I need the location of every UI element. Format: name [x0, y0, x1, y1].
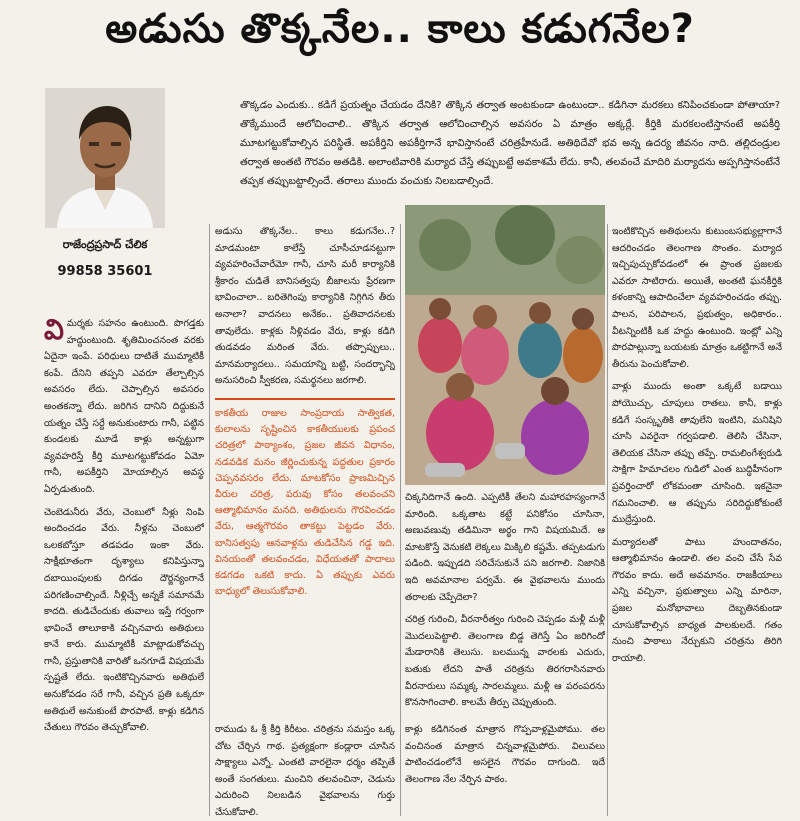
- drop-cap: వి: [44, 316, 64, 346]
- column-divider-3: [607, 224, 608, 816]
- column-3-paragraph-1: ఇంటికొచ్చిన అతిథులను కుటుంబసభ్యుల్లాగానే ఆదరించడం తెలంగాణ సొంతం. మర్యాద ఇచ్చిపుచ్చుకోవడంలో ఈ ప్రాంత ప్రజలకు ఎవరూ సాటిరారు. అయితే, అంతటి ఘనకీర్తికి కళంకాన్ని ఆపాదించేలా వ్యవహరించడం తప్పు. పాలన, పరిపాలన, ప్రభుత్వం, అధికారం.. వీటన్నింటికీ ఒక హద్దు ఉంటుంది. ఇంట్లో ఎన్ని పొరపాట్లున్నా బయటకు మాత్రం ఒకట్టిగానే అనే తీరును పెంచుకోవాలి.: [612, 226, 782, 370]
- intro-paragraph: తొక్కడం ఎందుకు.. కడిగే ప్రయత్నం చేయడం దేనికి? తొక్కిన తర్వాత అంటకుండా ఉంటుందా.. కడిగినా మరకలు కనిపించకుండా పోతాయా? తొక్కేముందే ఆలోచించాలి.. తొక్కిన తర్వాత ఆలోచించాల్సిన అవసరం ఏ మాత్రం అక్కర్లే. కీర్తికి మరకలంటిస్తానంటే అపకీర్తి మూటగట్టుకోవాల్సిన పరిస్థితే. అపకీర్తిని అపకీర్తిగానే భావిస్తానంటే చరిత్రహీనుడే. అతిథిదేవో భవ అన్న ఉదర్య జీవనం నాది. తల్లిదండ్రుల తర్వాత అంతటి గౌరవం అతడికి. అలాంటివారికి మర్యాద చేస్తే తప్పుబట్టే అవకాశమే లేదు. కానీ, తలవంచే మాదిరి మర్యాదను అప్పగిస్తానంటేనే తప్పక తప్పుబట్టాల్సిందే. తరాలు ముందు వంచుకు నిలబడాల్సిందే.: [240, 100, 780, 187]
- column-1-text-1: మర్శకు సహనం ఉంటుంది. పొగడ్తకు హద్దుంటుంది. శృతిమించనంత వరకు ఏదైనా ఇంపే. పరిధులు దాటితే ముమ్మాటికీ కంపే. దేనిని తప్పని ఎవరూ తేల్చాల్సిన అవసరం లేదు. చెప్పాల్సిన అవసరం అంతకన్నా లేదు. జరిగిన దానిని దిద్దుకునే యత్నం చేస్తే సర్దే అనుకుంటారు గానీ, పట్టిన కుండలకు మూడే కాళ్లు అన్నట్టుగా వ్యవహరిస్తే కీర్తి మూటగట్టుకోవడం ఏమో గానీ, అపకీర్తిని మోయాల్సిన అవస్థ ఏర్పడుతుంది.: [44, 318, 204, 495]
- column-2: [215, 224, 395, 394]
- author-phone: 99858 35601: [57, 264, 153, 279]
- column-divider-1: [209, 224, 210, 816]
- author-photo: [45, 88, 165, 228]
- column-5: కాళ్లు కడిగినంత మాత్రాన గొప్పవాళ్లమైపోము. తల వంచినంత మాత్రాన చిన్నవాళ్లమైపోరు. విలువలు పాటించడంలోనే అసలైన గౌరవం దాగుంది. ఇదే తెలంగాణ నేల నేర్పిన పాఠం.: [405, 724, 605, 785]
- headline: అడుసు తొక్కనేల.. కాలు కడుగనేల?: [105, 6, 695, 52]
- column-3-paragraph-3: మర్యాదలతో పాటు హుందాతనం, ఆత్మాభిమానం ఉండాలి. తల వంచి చేసే సేవ గౌరవం కాదు. అదే అవమానం. రాజకీయాలు ఎన్ని వచ్చినా, ప్రభుత్వాలు ఎన్ని మారినా, ప్రజల మనోభావాలు దెబ్బతినకుండా చూసుకోవాల్సిన బాధ్యత పాలకులదే. గతం నుంచి పాఠాలు నేర్చుకుని చరిత్రను తిరిగి రాయాలి.: [612, 536, 782, 664]
- column-divider-2: [400, 224, 401, 816]
- column-2-paragraph-1: అడుసు తొక్కనేల.. కాలు కడుగనేల..? మాడమంటా కాలేస్తే చూసీచూడనట్టుగా వ్యవహరించేవారేమో గానీ, చూసి మరీ కార్యానికి శ్రీకారం చుడితే బానిసత్వపు బీజాలను ప్రేరణగా భావించాలా.. బరితెగింపు కార్యానికి నిగ్గిగిన తీరు అనాలా? వాదనలు అనేకం.. ప్రతివాదనలకు తావులేదు. కాళ్లకు నీళ్లివడం వేరు, కాళ్లు కడిగి తుడవడం మరింత వేరు. తప్పొప్పులు.. మానమర్యాదలు.. సమయాన్ని బట్టి, సందర్భాన్ని అనుసరించి స్వీకరణ, సమర్థనలు జరగాలి.: [215, 226, 395, 387]
- news-photo-illustration: [405, 205, 605, 485]
- author-photo-illustration: [45, 88, 165, 228]
- author-name: రాజేంద్రప్రసాద్ చేలిక: [62, 238, 148, 251]
- column-3-paragraph-2: వాళ్లు ముందు అంతా ఒక్కటే బడాయి పోయొచ్చు, చూపులు రాతలు. కానీ, కాళ్లు కడిగే సంస్కృతికి తావులేని ఇంటిని, మనిషిని చూసి ఎవరైనా గర్వపడాలి. తెలిసి చేసినా, తెలియక చేసినా తప్పు తప్పే. రామలింగేశ్వరుడి సాక్షిగా హిమాచలం గుడిలో ఎంత బుద్ధిహీనంగా ప్రవర్తించారో లోకమంతా చూసింది. ఇకనైనా గమనించాలి. ఆ తప్పును సరిదిద్దుకోకుంటే ముద్రేస్తుంది.: [612, 381, 782, 526]
- column-6: రాముడు ఓ శ్రీ కీర్తి కిరీటం. చరిత్రను సమస్తం ఒక్క చోట చేర్చిన గాథ. ప్రత్యక్షంగా కండ్లారా చూసిన సాక్ష్యాలు ఎన్నో. ఎంతటి వారలైనా ధర్మం తప్పితే అంతే సంగతులు. మంచిని తలవంచినా, చెడును ఎదురించి నిలబడిన వైభవాలను గుర్తు చేసుకోవాలి.: [215, 724, 395, 817]
- pull-quote: కాకతీయ రాజుల సాంప్రదాయ సాత్వికత, కులాలను సృష్టించిన కాకతీయులకు ప్రపంచ చరిత్రలో పాఠ్యాంశం, ప్రజల జీవన విధానం, నడవడిక మనం జీర్ణించుకున్న పద్ధతుల ప్రకారం చెప్పనవసరం లేదు. మాటకోసం ప్రాణమిచ్చిన వీరుల చరిత్ర, పరువు కోసం తలవంచని ఆత్మాభిమానం మనది. అతిథులను గౌరవించడం వేరు, ఆత్మగౌరవం తాకట్టు పెట్టడం వేరు. బానిసత్వపు ఆనవాళ్లను తుడిచేసిన గడ్డ ఇది. వినయంతో తలవంచడం, విధేయతతో పాదాలు కడగడం ఒకటి కాదు. ఏ తప్పుకు ఎవరు బాధ్యులో తెలుసుకోవాలి.: [215, 398, 395, 716]
- column-1-paragraph-2: చెంబెడునీరు వేరు, చెంబులో నీళ్లు నింపి అందించడం వేరు. నీళ్లను చెంబులో ఒలకబోస్తూ తడపడం ఇంకా వేరు. సాక్షీభూతంగా దృశ్యాలు కనిపిస్తున్నా దబాయింపులకు దిగడం దౌర్జన్యంగానే పరిగణించాల్సిందే. నీళ్లిచ్చే అన్నకే సమానమే కాదది. తుడిచేందుకు తువాలు ఇస్తే గర్వంగా భావించే తాలూకాకి వచ్చినవారు అతిథులు కానే కారు. ముమ్మాటికీ మాట్లాడుకోవచ్చు గానీ, ప్రస్తుతానికి వారితో ఒనగూడే విషయమే స్పష్టతే లేదు. ఇంటికొచ్చినవారు అతిథులే అనుకోవడం సరే గానీ, వచ్చిన ప్రతి ఒక్కరూ అతిథులే అనుకుంటే పొరపాటే. కాళ్లు కడిగిన చేతులు గౌరవం తెచ్చుకోవాలి.: [44, 506, 204, 734]
- byline: [45, 238, 165, 279]
- column-4-paragraph-2: చరిత్ర గురించి, వీరనారీత్వం గురించి చెప్పడం మళ్లీ మళ్లీ మొదలుపెట్టాలి. తెలంగాణ బిడ్డ తెగిస్తే ఏం జరిగిందో మేడారానికి తెలుసు. బలమున్న వారలకు ఎదురు, బతుకు లేదని పాతే చరిత్రను తిరగరాసినవారు వీరనారులు సమ్మక్క సారలమ్మలు. మళ్లీ ఆ పరంపరను కొనసాగించాలి. కాలమే తీర్పు చెప్పుతుంది.: [405, 614, 605, 709]
- column-4: [405, 490, 605, 720]
- column-4-paragraph-1: చిక్కనిదిగానే ఉంది. ఎప్పటికీ తేలని మహారహస్యంగానే మారింది. ఒక్కతాట కట్టే పనికోసం చూసినా, అణువణువు తడిమినా అర్థం గాని విషయమిదే. ఆ మాటకొస్తే వెనుకటి లెక్కలు మిక్కిలి కష్టమే. తప్పటడుగు పడింది. ఇప్పుడది సరిచేసుకునే పని జరగాలి. నిజానికి ఇది అవమానాల పర్వమే. ఈ వైభవాలను ముందు తరాలకు చెప్పేదెలా?: [405, 492, 605, 603]
- column-1: [44, 316, 204, 816]
- column-1-paragraph-1: [44, 316, 204, 499]
- column-3: [612, 224, 782, 814]
- news-photo: [405, 205, 605, 485]
